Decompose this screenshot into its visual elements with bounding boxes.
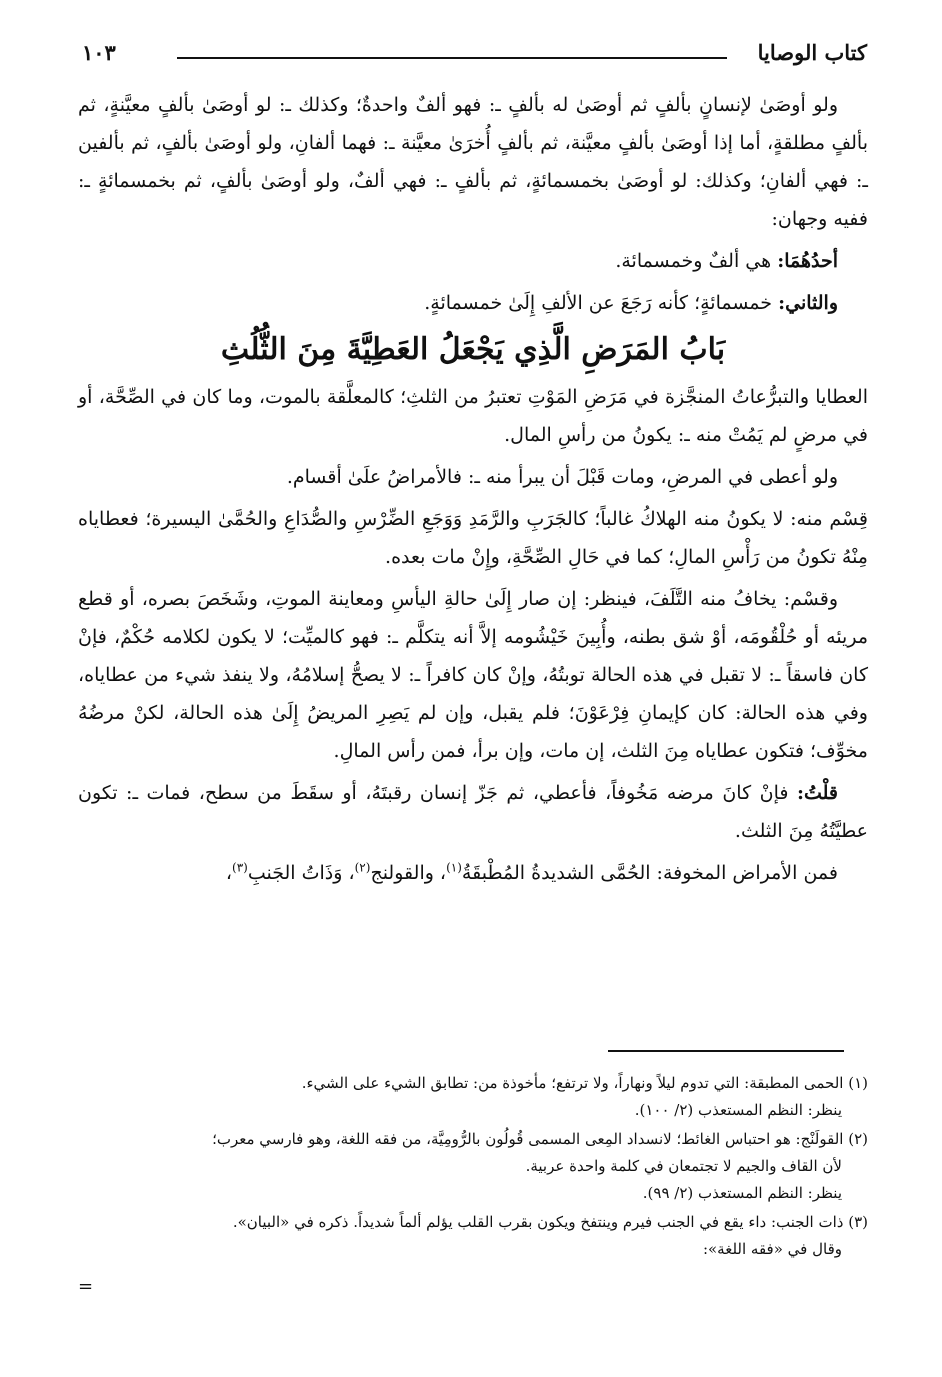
footnote-2-line-2: لأن القاف والجيم لا تجتمعان في كلمة واحدة عربية.	[525, 1157, 842, 1175]
paragraph-9-text-c: ، وَذَاتُ الجَنبِ	[247, 862, 355, 884]
paragraph-9	[78, 854, 868, 892]
footnote-2-line-1: (٢) القولَنْج: هو احتباس الغائط؛ لانسداد المِعى المسمى قُولُون بالرُّومِيَّة، من فقه اللغة، وهو فارسي معرب؛	[212, 1130, 868, 1148]
footnote-ref-3: (٣)	[232, 860, 248, 875]
paragraph-8	[78, 774, 868, 850]
main-text	[78, 86, 868, 896]
footnote-ref-1: (١)	[446, 860, 462, 875]
paragraph-9-text-d: ،	[225, 862, 233, 884]
book-title: كتاب الوصايا	[757, 40, 867, 65]
footnote-1-line-2: ينظر: النظم المستعذب (٢/ ١٠٠).	[634, 1101, 842, 1119]
paragraph-3	[78, 284, 868, 322]
paragraph-2-text: هي ألفٌ وخمسمائة.	[615, 250, 778, 272]
footnote-2-line-3: ينظر: النظم المستعذب (٢/ ٩٩).	[642, 1184, 842, 1202]
footnote-separator	[608, 1050, 844, 1052]
paragraph-7: وقسْم: يخافُ منه التَّلَفَ، فينظر: إن صار إِلَىٰ حالةِ اليأسِ ومعاينة الموتِ، وشَخَصَ بصره، أو قطع مريئه أو حُلْقُومَه، أوْ شق بطنه، وأُبِينَ خَيْشُومه إلاَّ أنه يتكلَّم ـ: فهو كالميِّت؛ لا يكون لكلامه حُكْمٌ، فإنْ كان فاسقاً ـ: لا تقبل في هذه الحالة توبتُهُ، وإنْ كان كافراً ـ: لا يصحُّ إسلامُهُ، ولا ينفذ شيء من عطاياه، وفي هذه الحالة: كان كإيمانِ فِرْعَوْنَ؛ فلم يقبل، وإن لم يَصِرِ المريضُ إِلَىٰ هذه الحالة، لكنْ مرضُهُ مخوِّف؛ فتكون عطاياه مِنَ الثلث، إن مات، وإن برأ، فمن رأس المالِ.	[78, 588, 868, 762]
paragraph-5: ولو أعطى في المرضِ، ومات قَبْلَ أن يبرأ منه ـ: فالأمراضُ علَىٰ أقسام.	[286, 466, 838, 488]
paragraph-1: ولو أوصَىٰ لإنسانٍ بألفٍ ثم أوصَىٰ له بألفٍ ـ: فهو ألفٌ واحدةٌ؛ وكذلك ـ: لو أوصَىٰ بألفٍ معيَّنةٍ، ثم بألفٍ مطلقةٍ، أما إذا أوصَىٰ بألفٍ معيَّنة، ثم بألفٍ أُخرَىٰ معيَّنة ـ: فهما ألفانِ، ولو أوصَىٰ بألفٍ، ثم بألفين ـ: فهي ألفانِ؛ وكذلك: لو أوصَىٰ بخمسمائةٍ، ثم بألفٍ ـ: فهي ألفٌ، ولو أوصَىٰ بألفٍ، ثم بخمسمائةٍ ـ: ففيه وجهان:	[78, 94, 868, 230]
section-heading: بَابُ المَرَضِ الَّذِي يَجْعَلُ العَطِيَّةَ مِنَ الثُّلُثِ	[220, 332, 726, 367]
paragraph-3-text: خمسمائةٍ؛ كأنه رَجَعَ عن الألفِ إِلَىٰ خمسمائةٍ.	[424, 292, 779, 314]
paragraph-6: قِسْم منه: لا يكونُ منه الهلاكُ غالباً؛ كالجَرَبِ والرَّمَدِ وَوَجَعِ الضِّرْسِ والصُّدَاعِ والحُمَّىٰ اليسيرة؛ فعطاياه مِنْهُ تكونُ من رَأْسِ المالِ؛ كما في حَالِ الصِّحَّةِ، وإِنْ مات بعده.	[78, 508, 868, 568]
footnote-3-line-1: (٣) ذات الجنب: داء يقع في الجنب فيرم وينتفخ ويكون بقرب القلب يؤلم ألماً شديداً. ذكره في «البيان».	[232, 1213, 868, 1231]
paragraph-3-lead: والثاني:	[778, 292, 838, 314]
page-number: ١٠٣	[82, 40, 116, 65]
footnotes	[78, 1070, 868, 1265]
paragraph-2	[78, 242, 868, 280]
paragraph-9-text-b: ، والقولنج	[370, 862, 447, 884]
paragraph-8-text: فإنْ كانَ مرضه مَخُوفاً، فأعطي، ثم جَزّ إنسان رقبتَهُ، أو سقَطَ من سطح، فمات ـ: تكون عطيَّتُهُ مِنَ الثلث.	[78, 782, 868, 842]
paragraph-8-lead: قلْتُ:	[796, 782, 838, 804]
footnote-1-line-1: (١) الحمى المطبقة: التي تدوم ليلاً ونهاراً، ولا ترتفع؛ مأخوذة من: تطابق الشيء على الشيء.	[301, 1074, 868, 1092]
paragraph-2-lead: أحدُهُمَا:	[777, 250, 838, 272]
paragraph-9-text-a: فمن الأمراض المخوفة: الحُمَّى الشديدةُ المُطْبقَةُ	[461, 862, 838, 884]
running-head	[82, 38, 867, 72]
footnote-3	[78, 1209, 868, 1263]
footnote-2	[78, 1126, 868, 1207]
footnote-1	[78, 1070, 868, 1124]
footnote-3-line-2: وقال في «فقه اللغة»:	[702, 1240, 842, 1258]
continuation-mark: =	[78, 1276, 94, 1297]
footnote-ref-2: (٢)	[354, 860, 371, 875]
header-rule	[177, 57, 727, 59]
paragraph-4: العطايا والتبرُّعاتُ المنجَّزة في مَرَضِ المَوْتِ تعتبرُ من الثلثِ؛ كالمعلَّقة بالموت، وما كان في الصِّحَّة، أو في مرضٍ لم يَمُتْ منه ـ: يكونُ من رأسِ المال.	[78, 386, 868, 446]
